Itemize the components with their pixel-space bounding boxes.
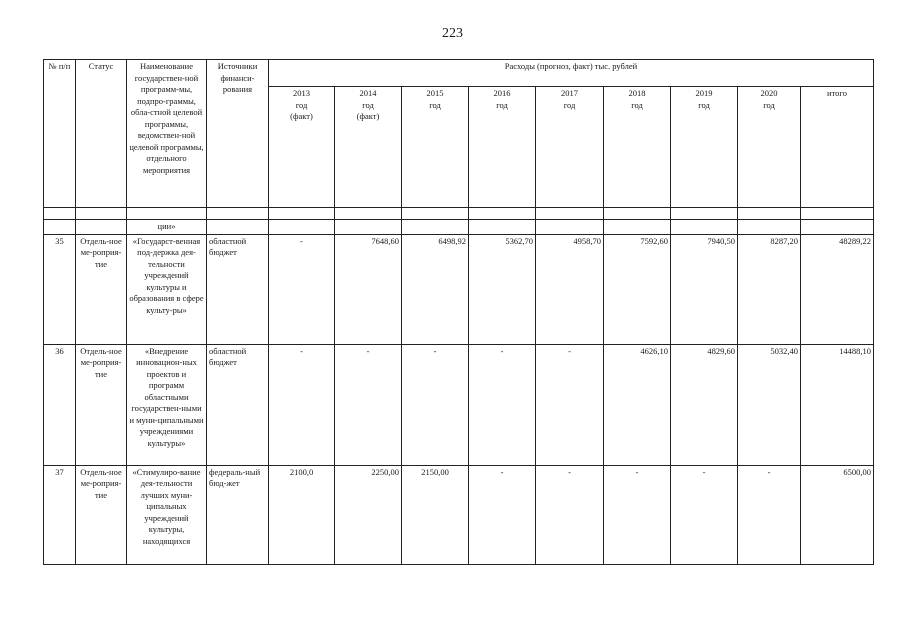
row-status: Отдель-ное ме-роприя-тие xyxy=(76,234,127,344)
year-label: 2017 xyxy=(561,88,578,98)
value-2020: - xyxy=(738,465,801,564)
value-2018: 7592,60 xyxy=(604,234,671,344)
header-year-2018 xyxy=(604,87,671,208)
row-status: Отдель-ное ме-роприя-тие xyxy=(76,344,127,465)
year-unit: год xyxy=(698,99,710,110)
table-row xyxy=(44,234,874,344)
value-2014: 2250,00 xyxy=(335,465,402,564)
year-unit: год xyxy=(496,99,508,110)
value-2017: - xyxy=(536,465,604,564)
row-name: «Внедрение инновацион-ных проектов и программ областными государствен-ными и муни-ципальными учреждениями культуры» xyxy=(127,344,207,465)
value-2013: 2100,0 xyxy=(269,465,335,564)
row-name: «Стимулиро-вание дея-тельности лучших муни-ципальных учреждений культуры, находящихся xyxy=(127,465,207,564)
year-label: 2019 xyxy=(695,88,713,98)
value-2019: - xyxy=(671,465,738,564)
budget-table xyxy=(43,59,874,565)
value-2015: 6498,92 xyxy=(402,234,469,344)
value-2013: - xyxy=(269,344,335,465)
year-label: 2020 xyxy=(760,88,778,98)
header-status: Статус xyxy=(76,60,127,208)
header-year-2019 xyxy=(671,87,738,208)
year-label: 2015 xyxy=(426,88,444,98)
header-year-2015 xyxy=(402,87,469,208)
year-unit: год xyxy=(429,99,441,110)
table-row xyxy=(44,465,874,564)
row-num: 35 xyxy=(44,234,76,344)
row-num: 37 xyxy=(44,465,76,564)
header-year-2016 xyxy=(469,87,536,208)
page-number: 223 xyxy=(442,26,463,41)
value-2020: 5032,40 xyxy=(738,344,801,465)
value-2016: 5362,70 xyxy=(469,234,536,344)
value-2017: 4958,70 xyxy=(536,234,604,344)
header-year-2017 xyxy=(536,87,604,208)
value-2019: 4829,60 xyxy=(671,344,738,465)
value-2015: 2150,00 xyxy=(402,465,469,564)
year-label: 2014 xyxy=(359,88,377,98)
row-status: Отдель-ное ме-роприя-тие xyxy=(76,465,127,564)
year-label: 2016 xyxy=(493,88,511,98)
year-unit: год xyxy=(631,99,643,110)
continuation-text: ции» xyxy=(127,220,207,235)
value-2015: - xyxy=(402,344,469,465)
value-2018: 4626,10 xyxy=(604,344,671,465)
header-num: № п/п xyxy=(44,60,76,208)
header-source: Источники финанси-рования xyxy=(207,60,269,208)
row-source: областной бюджет xyxy=(207,234,269,344)
year-label: 2018 xyxy=(628,88,646,98)
header-year-2013 xyxy=(269,87,335,208)
year-note: (факт) xyxy=(356,111,380,121)
header-name: Наименование государствен-ной программ-мы, подпро-граммы, обла-стной целевой программы, ведомствен-ной целевой программы, отдельного мероприятия xyxy=(127,60,207,208)
value-2019: 7940,50 xyxy=(671,234,738,344)
header-total: итого xyxy=(801,87,874,208)
value-2016: - xyxy=(469,465,536,564)
table-row xyxy=(44,344,874,465)
value-2016: - xyxy=(469,344,536,465)
row-source: федераль-ный бюд-жет xyxy=(207,465,269,564)
year-unit: год xyxy=(763,99,775,110)
header-year-2014 xyxy=(335,87,402,208)
value-total: 6500,00 xyxy=(801,465,874,564)
row-source: областной бюджет xyxy=(207,344,269,465)
value-total: 14488,10 xyxy=(801,344,874,465)
year-unit: год xyxy=(295,99,308,110)
value-2014: - xyxy=(335,344,402,465)
value-2020: 8287,20 xyxy=(738,234,801,344)
year-unit: год xyxy=(563,99,576,110)
year-note: (факт) xyxy=(290,111,313,121)
spacer-row xyxy=(44,208,874,220)
header-expenses: Расходы (прогноз, факт) тыс. рублей xyxy=(269,60,874,87)
value-2014: 7648,60 xyxy=(335,234,402,344)
value-2013: - xyxy=(269,234,335,344)
header-row-1 xyxy=(44,60,874,87)
value-total: 48289,22 xyxy=(801,234,874,344)
year-unit: год xyxy=(362,99,374,110)
row-num: 36 xyxy=(44,344,76,465)
year-label: 2013 xyxy=(293,88,310,98)
continuation-row xyxy=(44,220,874,235)
value-2017: - xyxy=(536,344,604,465)
row-name: «Государст-венная под-держка дея-тельности учреждений культуры и образования в сфере культу-ры» xyxy=(127,234,207,344)
header-year-2020 xyxy=(738,87,801,208)
value-2018: - xyxy=(604,465,671,564)
